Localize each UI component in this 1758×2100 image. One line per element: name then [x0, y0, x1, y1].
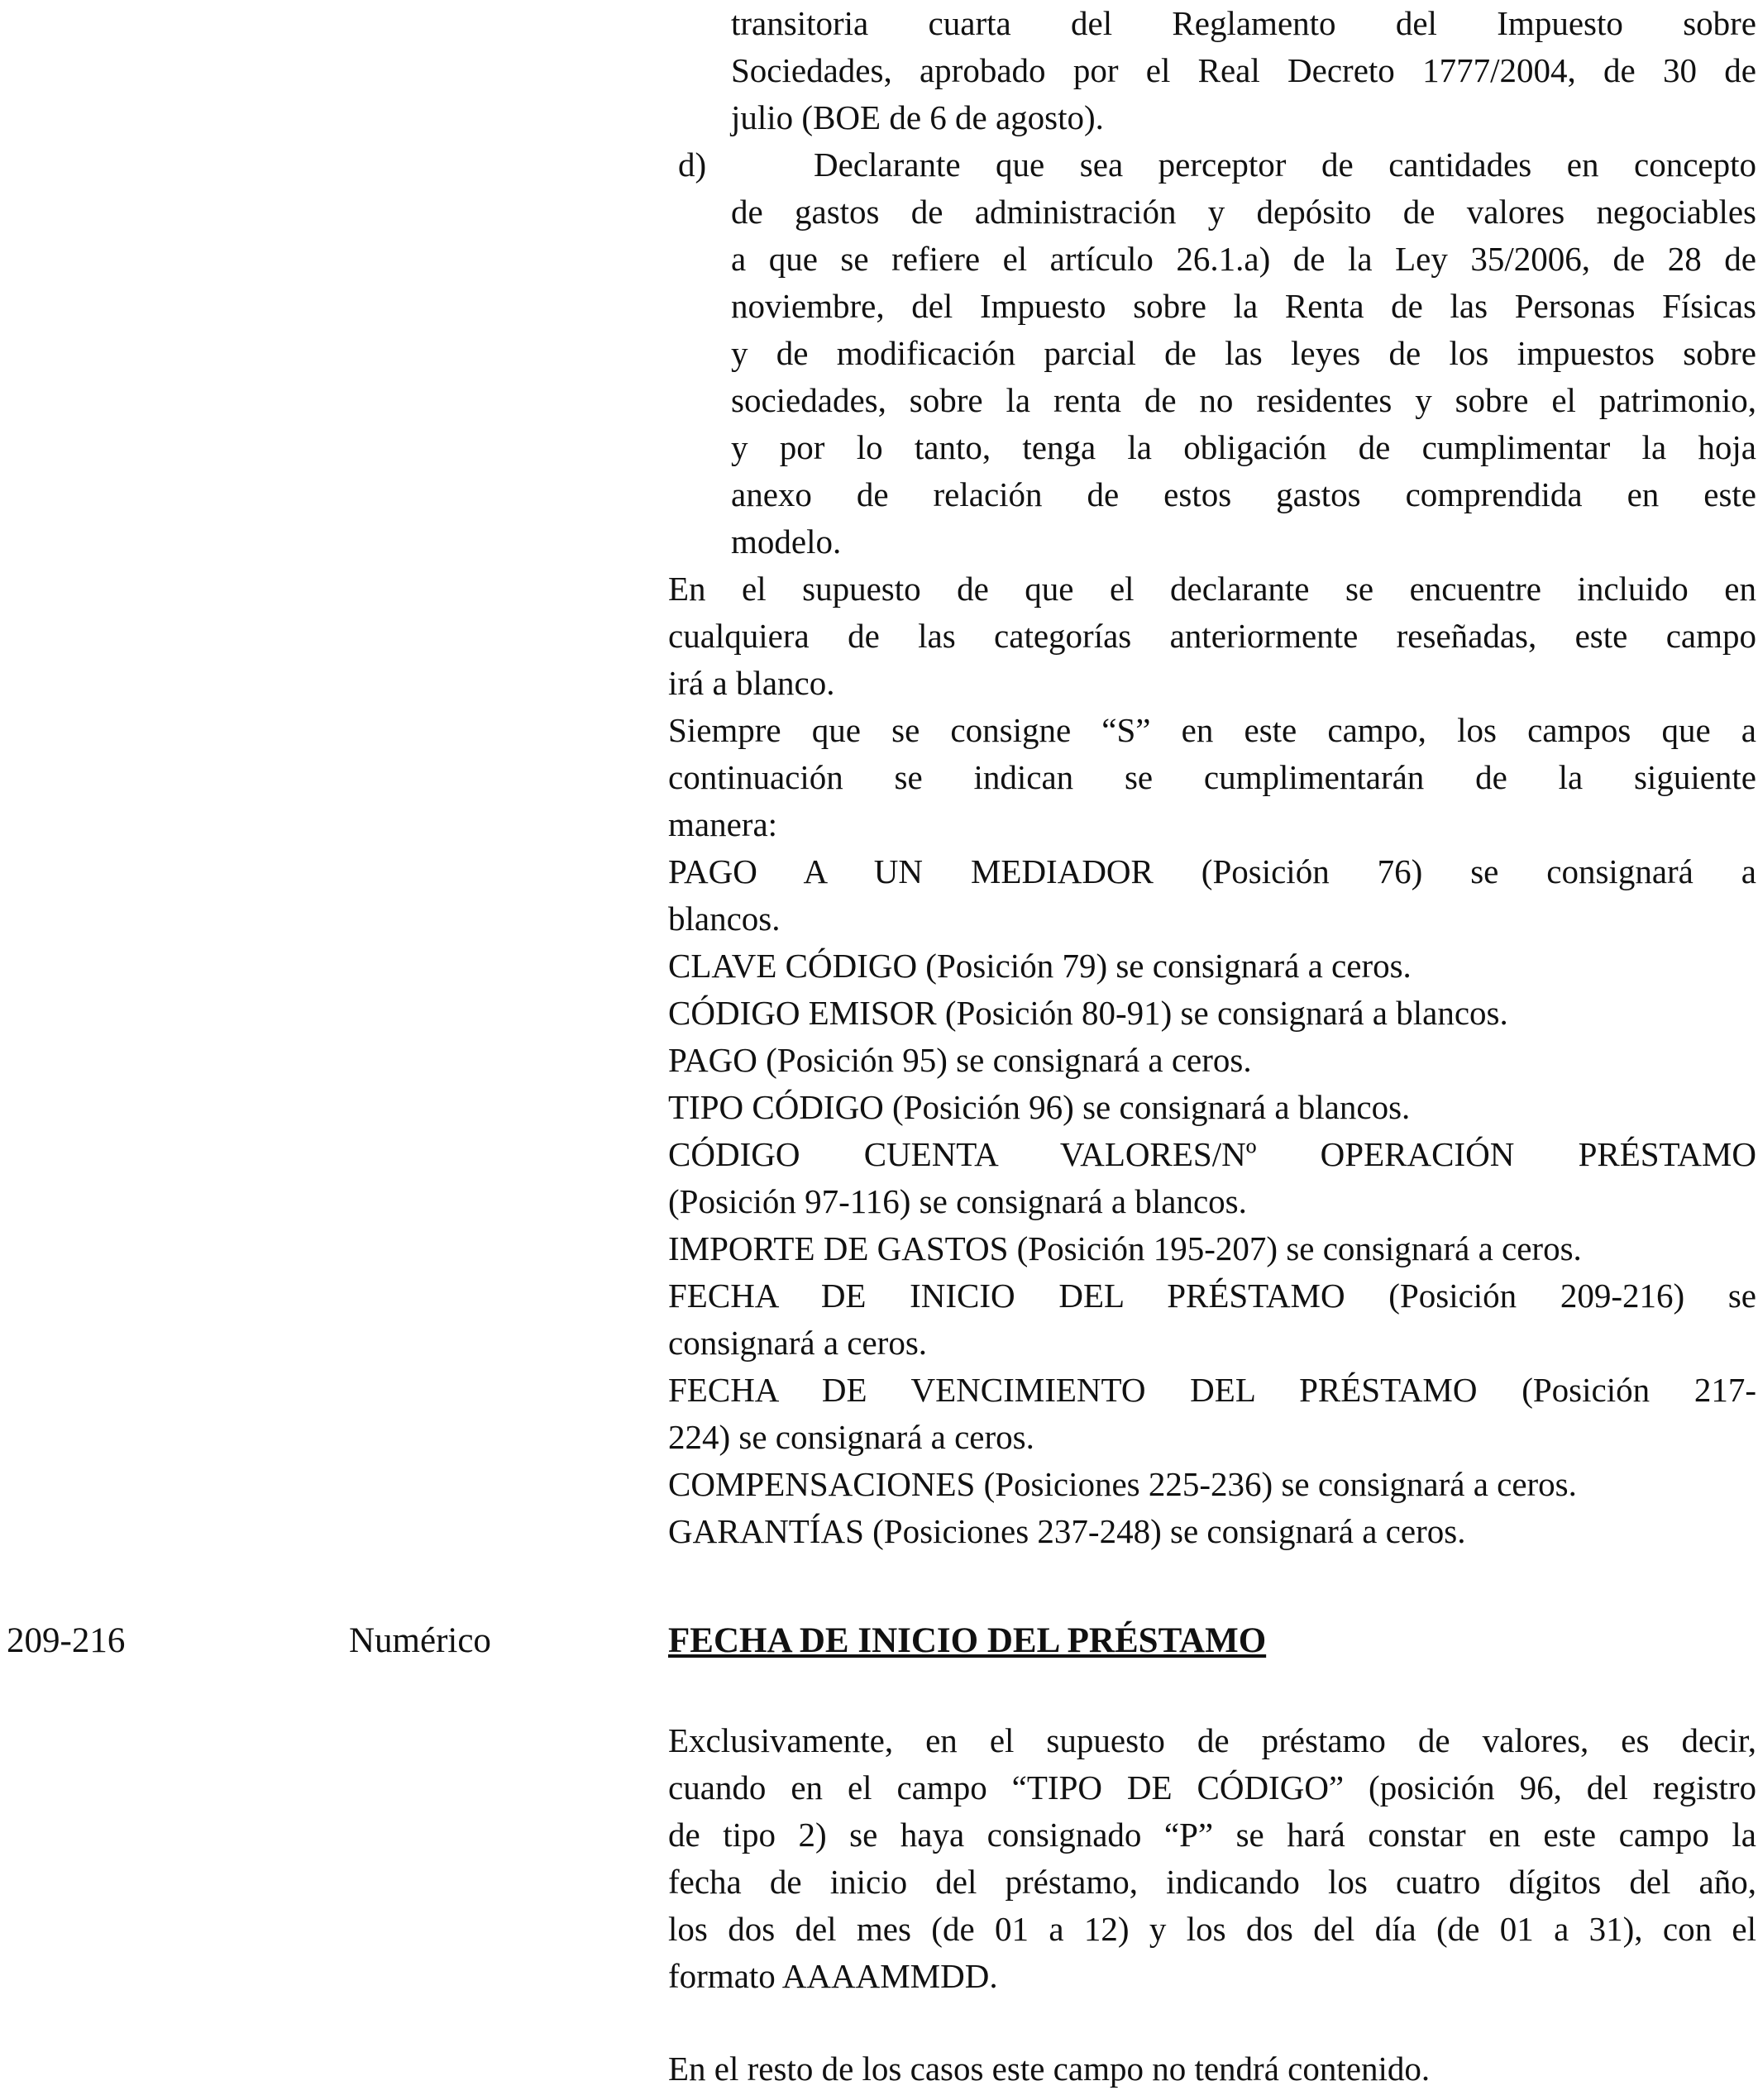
field-rule-line: PAGO A UN MEDIADOR (Posición 76) se consignará a [668, 852, 1756, 890]
field-rule-line: CLAVE CÓDIGO (Posición 79) se consignará a ceros. [668, 947, 1412, 985]
description-line: formato AAAAMMDD. [668, 1957, 998, 1995]
text-line: de gastos de administración y depósito de valores negociables [731, 193, 1756, 231]
text-line: Siempre que se consigne “S” en este campo, los campos que a [668, 711, 1756, 749]
field-rule-line: 224) se consignará a ceros. [668, 1418, 1034, 1456]
text-line: irá a blanco. [668, 664, 835, 702]
field-rule-line: IMPORTE DE GASTOS (Posición 195-207) se consignará a ceros. [668, 1229, 1582, 1267]
text-line: modelo. [731, 523, 842, 561]
text-line: y de modificación parcial de las leyes de los impuestos sobre [731, 334, 1756, 372]
description-line: de tipo 2) se haya consignado “P” se hará constar en este campo la [668, 1816, 1756, 1854]
text-line: julio (BOE de 6 de agosto). [731, 98, 1104, 136]
text-line: manera: [668, 805, 778, 843]
field-rule-line: COMPENSACIONES (Posiciones 225-236) se consignará a ceros. [668, 1465, 1577, 1503]
field-rule-line: CÓDIGO CUENTA VALORES/Nº OPERACIÓN PRÉSTAMO [668, 1135, 1756, 1173]
text-line: En el supuesto de que el declarante se encuentre incluido en [668, 570, 1756, 608]
item-d-label: d) [678, 146, 707, 184]
text-line: Sociedades, aprobado por el Real Decreto 1777/2004, de 30 de [731, 51, 1756, 89]
field-rule-line: PAGO (Posición 95) se consignará a ceros. [668, 1041, 1252, 1079]
field-rule-line: GARANTÍAS (Posiciones 237-248) se consignará a ceros. [668, 1512, 1466, 1550]
text-line: anexo de relación de estos gastos comprendida en este [731, 475, 1756, 513]
field-rule-line: FECHA DE INICIO DEL PRÉSTAMO (Posición 209-216) se [668, 1277, 1756, 1315]
field-rule-line: TIPO CÓDIGO (Posición 96) se consignará a blancos. [668, 1088, 1411, 1126]
text-line: cualquiera de las categorías anteriormente reseñadas, este campo [668, 617, 1756, 655]
field-position: 209-216 [7, 1621, 126, 1660]
text-line: transitoria cuarta del Reglamento del Impuesto sobre [731, 4, 1756, 42]
text-line: sociedades, sobre la renta de no residentes y sobre el patrimonio, [731, 381, 1756, 419]
text-line: y por lo tanto, tenga la obligación de cumplimentar la hoja [731, 428, 1756, 466]
field-rule-line: FECHA DE VENCIMIENTO DEL PRÉSTAMO (Posición 217- [668, 1371, 1756, 1409]
field-rule-line: CÓDIGO EMISOR (Posición 80-91) se consignará a blancos. [668, 994, 1508, 1032]
field-rule-line: (Posición 97-116) se consignará a blancos. [668, 1182, 1247, 1220]
description-line: Exclusivamente, en el supuesto de préstamo de valores, es decir, [668, 1721, 1756, 1759]
text-line: noviembre, del Impuesto sobre la Renta de las Personas Físicas [731, 287, 1756, 325]
description-line: fecha de inicio del préstamo, indicando los cuatro dígitos del año, [668, 1863, 1756, 1901]
field-type: Numérico [349, 1621, 491, 1660]
description-line: cuando en el campo “TIPO DE CÓDIGO” (posición 96, del registro [668, 1768, 1756, 1806]
other-cases-text: En el resto de los casos este campo no tendrá contenido. [668, 2050, 1431, 2088]
field-rule-line: blancos. [668, 900, 781, 938]
field-rule-line: consignará a ceros. [668, 1324, 928, 1362]
text-line: Declarante que sea perceptor de cantidades en concepto [814, 146, 1756, 184]
text-line: a que se refiere el artículo 26.1.a) de la Ley 35/2006, de 28 de [731, 240, 1756, 278]
description-line: los dos del mes (de 01 a 12) y los dos del día (de 01 a 31), con el [668, 1910, 1756, 1948]
text-line: continuación se indican se cumplimentarán de la siguiente [668, 758, 1756, 796]
field-title: FECHA DE INICIO DEL PRÉSTAMO [668, 1621, 1267, 1660]
